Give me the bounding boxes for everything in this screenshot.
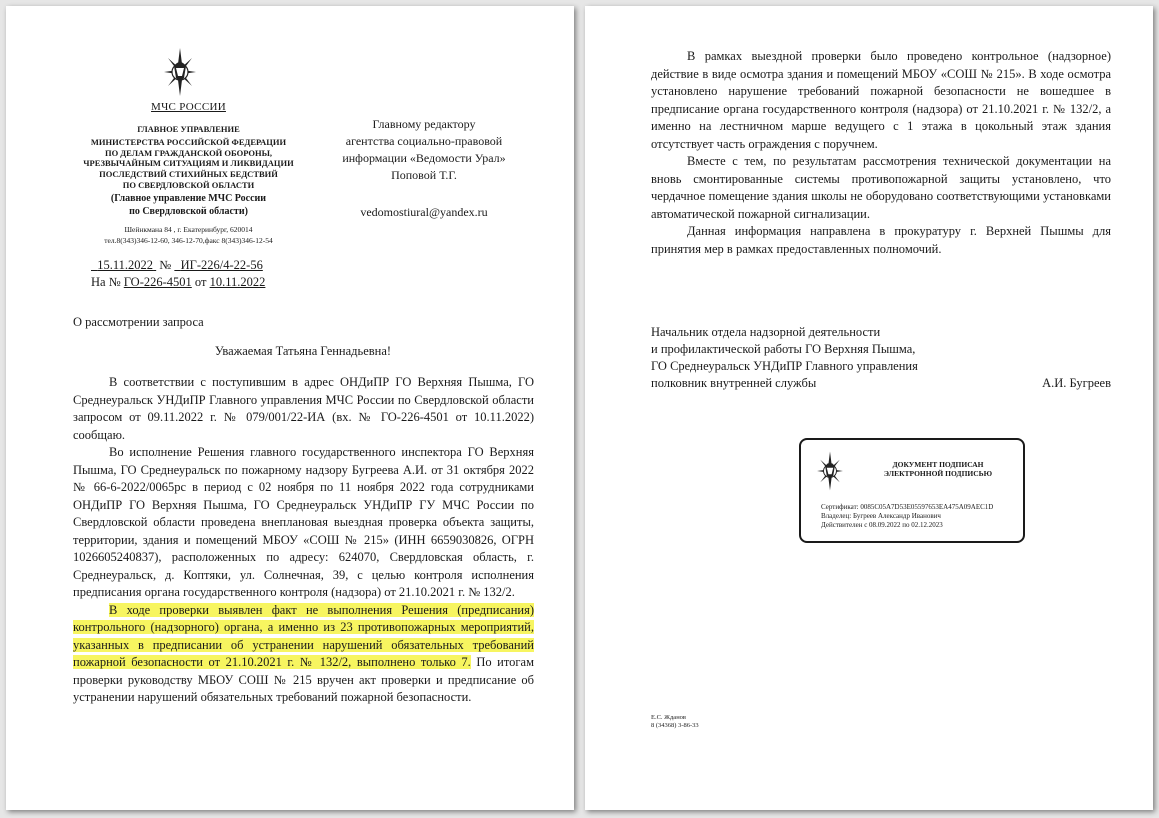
letter-page-1: [6, 6, 574, 810]
paragraph: В соответствии с поступившим в адрес ОНДиПР ГО Верхняя Пышма, ГО Среднеуральск УНДиПР Главного управления МЧС России по Свердловской области запросом от 09.11.2022 г. № 079/001/22-ИА (вх. № ГО-226-4501 от 10.11.2022) сообщаю.: [73, 375, 534, 442]
signature-block: [651, 324, 1111, 392]
paragraph: [73, 602, 534, 707]
stamp-title-line: ЭЛЕКТРОННОЙ ПОДПИСЬЮ: [883, 469, 993, 478]
short-name-line: по Свердловской области): [129, 206, 248, 218]
recipient-line: информации «Ведомости Урал»: [342, 151, 506, 165]
phones-line: тел.8(343)346-12-60, 346-12-70,факс 8(343)346-12-54: [104, 236, 273, 246]
letter-page-2: [585, 6, 1153, 810]
agency-name: МЧС РОССИИ: [151, 101, 226, 113]
sender-header: [66, 102, 311, 246]
signer-position-line: Начальник отдела надзорной деятельности: [651, 325, 881, 339]
certificate-owner: Владелец: Бугреев Александр Иванович: [821, 512, 941, 520]
reply-from: от: [194, 275, 207, 289]
paragraph: Данная информация направлена в прокуратуру г. Верхней Пышмы для принятия мер в рамках предоставленных полномочий.: [651, 224, 1111, 256]
short-name: [66, 192, 311, 218]
mchs-emblem-icon: [815, 450, 845, 492]
paragraph-continuation: По итогам проверки руководству МБОУ СОШ № 215 вручен акт проверки и предписание об устранении нарушений обязательных требований пожарной безопасности.: [73, 655, 534, 704]
recipient-email: vedomostiural@yandex.ru: [360, 205, 488, 219]
ministry-line: ПОСЛЕДСТВИЙ СТИХИЙНЫХ БЕДСТВИЙ: [99, 168, 278, 179]
ministry-line: МИНИСТЕРСТВА РОССИЙСКОЙ ФЕДЕРАЦИИ: [90, 137, 287, 148]
paragraph: Вместе с тем, по результатам рассмотрения технической документации на вновь смонтированные системы противопожарной защиты установлено, что чердачное помещение здания школы не оборудовано соответствующими установками автоматической пожарной сигнализации.: [651, 154, 1111, 221]
number-label: №: [159, 258, 172, 272]
reply-number: ГО-226-4501: [123, 275, 192, 289]
address-line: Шейнкмана 84 , г. Екатеринбург, 620014: [124, 225, 253, 235]
signer-position-line: ГО Среднеуральск УНДиПР Главного управления: [651, 359, 918, 373]
ministry-line: ПО ДЕЛАМ ГРАЖДАНСКОЙ ОБОРОНЫ,: [104, 147, 273, 158]
reply-date: 10.11.2022: [209, 275, 266, 289]
highlighted-text: В ходе проверки выявлен факт не выполнения Решения (предписания) контрольного (надзорного) органа, а именно из 23 противопожарных мероприятий, указанных в предписании об устранении нарушений обязательных требований пожарной безопасности от 21.10.2021 г. № 132/2, выполнено только 7.: [73, 602, 534, 669]
recipient-block: [324, 116, 524, 221]
short-name-line: (Главное управление МЧС России: [110, 193, 267, 205]
incoming-reference: [91, 275, 265, 290]
stamp-title: [863, 460, 1013, 478]
ministry-line: ЧРЕЗВЫЧАЙНЫМ СИТУАЦИЯМ И ЛИКВИДАЦИИ: [83, 158, 294, 169]
signer-position-line: и профилактической работы ГО Верхняя Пышма,: [651, 342, 916, 356]
electronic-signature-stamp: [799, 438, 1025, 543]
stamp-details: [821, 503, 993, 530]
outgoing-number: ИГ-226/4-22-56: [180, 258, 263, 272]
executor-phone: 8 (34368) 3-86-33: [651, 722, 699, 729]
paragraph: Во исполнение Решения главного государственного инспектора ГО Верхняя Пышма, ГО Среднеуральск по пожарному надзору Бугреева А.И. от 31 октября 2022 № 66-6-2022/0065рс в период с 02 ноября по 11 ноября 2022 года сотрудниками ОНДиПР ГО Верхняя Пышма, ГО Среднеуральск УНДиПР ГУ МЧС России по Свердловской области проведена внеплановая выездная проверка объекта защиты, территории, здания и помещений МБОУ «СОШ № 215» (ИНН 6659030826, ОГРН 1026605240837), расположенных по адресу: 624070, Свердловская область, г. Среднеуральск, д. Коптяки, ул. Солнечная, 39, с целью контроля исполнения предписания органа государственного контроля (надзора) от 21.10.2021 г. № 132/2.: [73, 445, 534, 599]
paragraph: В рамках выездной проверки было проведено контрольное (надзорное) действие в виде осмотра здания и помещений МБОУ «СОШ № 215». В ходе осмотра установлено нарушение требований пожарной безопасности не вошедшее в предписание органа государственного контроля (надзора) от 21.10.2021 г. № 132/2, а именно на лестничном марше ведущего с 1 этажа в цокольный этаж здания отсутствует часть ограждения с поручнем.: [651, 49, 1111, 151]
recipient-line: Главному редактору: [372, 117, 476, 131]
letter-body-page-1: [73, 374, 534, 707]
signer-position-line: полковник внутренней службы: [651, 376, 817, 390]
recipient-line: Поповой Т.Г.: [391, 168, 457, 182]
outgoing-date: 15.11.2022: [97, 258, 154, 272]
ministry-name: [66, 137, 311, 190]
executor-name: Е.С. Жданов: [651, 714, 686, 721]
certificate-id: Сертификат: 0085C05A7D53E05597653EA475A09AEC1D: [821, 503, 994, 511]
mchs-emblem-icon: [162, 46, 198, 98]
letter-greeting: Уважаемая Татьяна Геннадьевна!: [214, 344, 392, 358]
certificate-validity: Действителен с 08.09.2022 по 02.12.2023: [821, 521, 943, 529]
recipient-line: агентства социально-правовой: [345, 134, 503, 148]
letter-subject: О рассмотрении запроса: [73, 315, 204, 329]
executor-info: [651, 714, 699, 730]
letter-body-page-2: [651, 48, 1111, 258]
outgoing-registration: [91, 258, 263, 273]
signer-name: А.И. Бугреев: [1042, 376, 1111, 390]
ministry-line: ПО СВЕРДЛОВСКОЙ ОБЛАСТИ: [122, 179, 255, 190]
reply-prefix: На №: [91, 275, 121, 289]
stamp-title-line: ДОКУМЕНТ ПОДПИСАН: [892, 460, 984, 469]
gu-label: ГЛАВНОЕ УПРАВЛЕНИЕ: [137, 123, 240, 134]
sender-address: [66, 224, 311, 246]
